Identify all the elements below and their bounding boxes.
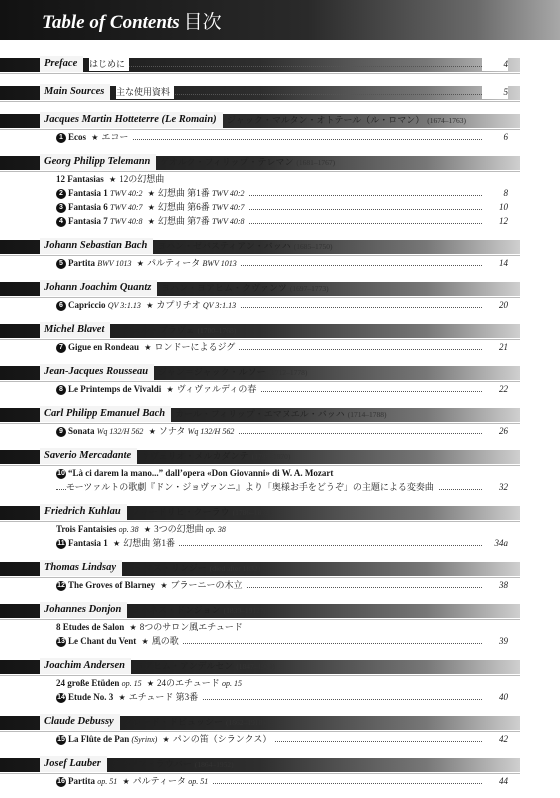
entry-title	[56, 200, 249, 215]
page-number: 38	[482, 578, 508, 592]
toc-entry[interactable]	[0, 774, 560, 788]
composer-ja	[131, 602, 266, 619]
composer-ja	[124, 714, 265, 731]
catalog-ref: Wq 132/H 562	[96, 427, 144, 436]
entry-title-text: La Flûte de Pan	[68, 734, 130, 744]
catalog-ref: TWV 40:7	[110, 203, 143, 212]
entry-title	[56, 382, 260, 397]
composer-entries	[0, 618, 560, 648]
composer-ja-name: ヨハネス・ドンジョン	[131, 605, 221, 615]
entry-title-text: Partita	[68, 776, 95, 786]
collection-heading	[0, 172, 560, 186]
composer-name-text: Johannes Donjon	[44, 604, 122, 615]
toc-entry[interactable]	[0, 130, 560, 144]
entry-title-ja: パルティータ	[132, 776, 186, 786]
composer-heading	[0, 714, 560, 730]
composer-name-text: Georg Philipp Telemann	[44, 156, 151, 167]
page-number: 20	[482, 298, 508, 312]
composer-name	[40, 406, 171, 422]
composer-ja-name: ヨーゼフ・ラウバー	[111, 759, 192, 769]
collection-title-ja: 12の幻想曲	[119, 174, 165, 184]
star-separator: ★	[160, 581, 168, 590]
entry-title-ja: エチュード 第3番	[128, 692, 199, 702]
composer-name-text: Thomas Lindsay	[44, 562, 117, 573]
composer-name-text: Jean-Jacques Rousseau	[44, 366, 149, 377]
collection-heading	[0, 620, 560, 634]
work-number-badge: 15	[57, 736, 65, 743]
composer-heading	[0, 406, 560, 422]
composer-ja	[158, 364, 307, 381]
front-matter-ja-label	[116, 85, 174, 99]
composer-heading	[0, 658, 560, 674]
catalog-ref: TWV 40:2	[110, 189, 143, 198]
entry-title-ja: パンの笛（シランクス）	[172, 734, 272, 744]
entry-title-ja: パルティータ	[146, 258, 201, 268]
composer-section	[0, 364, 560, 396]
composer-ja-name: ヨアヒム・アンデルセン	[135, 661, 234, 671]
composer-dates: (1864–1952)	[194, 760, 234, 769]
composer-ja-name: トーマス・リンジー	[126, 563, 207, 573]
page-number: 21	[482, 340, 508, 354]
collection-title	[56, 620, 247, 635]
composer-ja	[131, 504, 271, 521]
composer-section	[0, 714, 560, 746]
entry-title-ja: ロンドーによるジグ	[154, 342, 236, 352]
page-title-en: Table of Contents	[42, 12, 180, 33]
toc-entry[interactable]	[0, 634, 560, 648]
table-of-contents	[0, 56, 560, 798]
front-matter-ja: 主な使用資料	[116, 87, 171, 97]
toc-entry[interactable]	[0, 256, 560, 270]
entry-title	[56, 256, 241, 271]
entry-title	[56, 130, 132, 145]
composer-section	[0, 756, 560, 788]
entry-title-text: Le Chant du Vent	[68, 636, 137, 646]
work-number-badge: 2	[56, 189, 66, 199]
catalog-ref: TWV 40:8	[110, 217, 143, 226]
entry-title-text: Ecos	[68, 132, 86, 142]
page-title-ja: 目次	[183, 12, 222, 33]
composer-ja-name: ヨハン・ゼバスティアン・バッハ	[157, 241, 291, 251]
entry-title-text: Fantasia 1	[68, 188, 108, 198]
entry-title-text: The Groves of Blarney	[68, 580, 156, 590]
composer-ja	[141, 448, 290, 465]
composer-ja	[160, 154, 335, 171]
entry-title-ja: 幻想曲 第6番	[157, 202, 210, 212]
page-number: 6	[482, 130, 508, 144]
composer-name-text: Michel Blavet	[44, 324, 105, 335]
composer-heading	[0, 448, 560, 464]
work-number-badge: 14	[57, 694, 65, 701]
collection-title	[56, 466, 337, 480]
entry-title-text: Le Printemps de Vivaldi	[68, 384, 162, 394]
entry-title-text: Partita	[68, 258, 95, 268]
entry-title	[56, 424, 238, 439]
composer-dates: (1681–1767)	[296, 158, 336, 167]
composer-entries	[0, 674, 560, 704]
entry-title-ja: 幻想曲 第1番	[157, 188, 210, 198]
work-number-badge: 6	[56, 301, 66, 311]
entry-title	[56, 578, 247, 593]
collection-heading	[0, 676, 560, 690]
star-separator: ★	[147, 203, 155, 212]
composer-name-text: Claude Debussy	[44, 716, 114, 727]
composer-name	[40, 322, 110, 338]
composer-ja-name: カール・フィリップ・エマヌエル・バッハ	[175, 409, 345, 419]
composer-section	[0, 504, 560, 550]
composer-name	[40, 154, 156, 170]
front-matter-title-en: Preface	[44, 58, 78, 69]
composer-entries	[0, 170, 560, 228]
catalog-ref: (Syrinx)	[131, 735, 158, 744]
composer-entries	[0, 380, 560, 396]
entry-title	[56, 732, 275, 747]
composer-dates: (1786–1832)	[232, 508, 272, 517]
composer-heading	[0, 154, 560, 170]
work-number-badge: 12	[57, 582, 65, 589]
composer-section	[0, 154, 560, 228]
entry-title-ja: ブラーニーの木立	[170, 580, 243, 590]
composer-heading	[0, 602, 560, 618]
catalog-ref-ja: BWV 1013	[202, 259, 237, 268]
work-number-badge: 10	[57, 470, 65, 477]
page-number: 8	[482, 186, 508, 200]
star-separator: ★	[148, 427, 156, 436]
composer-dates: (1712–1778)	[268, 368, 308, 377]
toc-entry[interactable]	[0, 200, 560, 214]
work-number-badge: 4	[56, 217, 66, 227]
composer-ja-name: クロード・ドビュッシー	[124, 717, 224, 727]
toc-entry[interactable]	[0, 690, 560, 704]
catalog-ref-ja: Wq 132/H 562	[187, 427, 235, 436]
star-separator: ★	[141, 637, 149, 646]
composer-name-text: Saverio Mercadante	[44, 450, 132, 461]
entry-title	[56, 214, 249, 229]
catalog-ref-ja: op. 15	[222, 679, 242, 688]
page-number: 26	[482, 424, 508, 438]
entry-title	[56, 340, 239, 355]
composer-entries	[0, 422, 560, 438]
catalog-ref-ja: TWV 40:8	[211, 217, 245, 226]
page-number: 14	[482, 256, 508, 270]
composer-section	[0, 560, 560, 592]
entry-title-ja: 幻想曲 第1番	[123, 538, 175, 548]
composer-heading	[0, 280, 560, 296]
front-matter-item	[0, 84, 560, 100]
collection-title-text: “Là ci darem la mano...” dall’opera «Don Giovanni» di W. A. Mozart	[68, 468, 334, 478]
work-number-badge: 9	[56, 427, 66, 437]
star-separator: ★	[146, 301, 154, 310]
composer-heading	[0, 238, 560, 254]
star-separator: ★	[166, 385, 174, 394]
composer-section	[0, 280, 560, 312]
composer-heading	[0, 560, 560, 576]
catalog-ref: op. 15	[121, 679, 142, 688]
composer-entries	[0, 730, 560, 746]
composer-ja	[114, 322, 236, 339]
page-number: 22	[482, 382, 508, 396]
front-matter-ja-label	[89, 57, 129, 71]
composer-dates: (1697–1773)	[289, 284, 329, 293]
star-separator: ★	[146, 679, 155, 688]
composer-section	[0, 238, 560, 270]
page-number: 4	[482, 57, 508, 71]
composer-dates: (1674–1763)	[427, 116, 467, 125]
composer-name-text: Jacques Martin Hotteterre (Le Romain)	[44, 114, 217, 125]
collection-title-text: 24 große Etüden	[56, 678, 120, 688]
collection-title-ja: 24のエチュード	[157, 678, 220, 688]
composer-dates: (1795–1870)	[251, 452, 291, 461]
work-number-badge: 7	[56, 343, 66, 353]
entry-title-ja: ソナタ	[158, 426, 186, 436]
catalog-ref-ja: TWV 40:7	[211, 203, 245, 212]
composer-section	[0, 406, 560, 438]
collection-title	[56, 522, 230, 537]
collection-title	[56, 676, 246, 691]
composer-entries	[0, 128, 560, 144]
toc-entry[interactable]	[0, 424, 560, 438]
composer-ja	[126, 560, 260, 577]
entry-title-text: Etude No. 3	[68, 692, 114, 702]
composer-ja-name: フリードリヒ・クーラウ	[131, 507, 230, 517]
toc-entry[interactable]	[0, 480, 560, 494]
composer-section	[0, 602, 560, 648]
composer-entries	[0, 254, 560, 270]
composer-heading	[0, 322, 560, 338]
composer-heading	[0, 364, 560, 380]
star-separator: ★	[144, 343, 152, 352]
composer-name	[40, 602, 127, 618]
page-number: 40	[482, 690, 508, 704]
page-number: 39	[482, 634, 508, 648]
toc-entry[interactable]	[0, 298, 560, 312]
catalog-ref: op. 38	[118, 525, 139, 534]
composer-entries	[0, 464, 560, 494]
composer-name-text: Johann Joachim Quantz	[44, 282, 152, 293]
header-bar	[0, 0, 560, 40]
toc-entry[interactable]	[0, 578, 560, 592]
front-matter-title-en: Main Sources	[44, 86, 105, 97]
star-separator: ★	[136, 259, 144, 268]
entry-title	[56, 298, 240, 313]
page-number: 42	[482, 732, 508, 746]
work-number-badge: 3	[56, 203, 66, 213]
catalog-ref-ja: op. 51	[188, 777, 209, 786]
front-matter-line[interactable]	[0, 85, 560, 99]
work-number-badge: 5	[56, 259, 66, 269]
composer-ja	[135, 658, 275, 675]
composer-ja-name: ジャン＝ジャック・ルソー	[158, 367, 266, 377]
collection-title-text: Trois Fantaisies	[56, 524, 117, 534]
composer-ja	[111, 756, 234, 773]
star-separator: ★	[129, 623, 137, 632]
entry-title	[56, 690, 202, 705]
star-separator: ★	[147, 189, 155, 198]
composer-ja	[227, 112, 466, 129]
composer-entries	[0, 338, 560, 354]
entry-title-ja: エコー	[101, 132, 129, 142]
work-number-badge: 16	[57, 778, 65, 785]
composer-name	[40, 448, 137, 464]
front-matter-ja: はじめに	[89, 59, 126, 69]
collection-title-text: 8 Etudes de Salon	[56, 622, 125, 632]
entry-title	[66, 480, 438, 494]
entry-title-text: Fantasia 1	[68, 538, 108, 548]
composer-dates: (1700–1768)	[197, 326, 237, 335]
composer-ja-name: ゲオルク・フィリップ・テレマン	[160, 157, 294, 167]
catalog-ref: QV 3:1.13	[107, 301, 141, 310]
composer-ja	[161, 280, 329, 297]
composer-name-text: Joachim Andersen	[44, 660, 125, 671]
composer-name-text: Friedrich Kuhlau	[44, 506, 121, 517]
collection-title-text: 12 Fantasias	[56, 174, 104, 184]
entry-title-text: Gigue en Rondeau	[68, 342, 140, 352]
entry-title	[56, 634, 183, 649]
entry-title-ja: 幻想曲 第7番	[157, 216, 210, 226]
toc-entry[interactable]	[0, 214, 560, 228]
composer-dates: (1839–1912?)	[223, 606, 266, 615]
entry-title	[56, 536, 179, 551]
catalog-ref-ja: op. 38	[205, 525, 226, 534]
composer-ja	[157, 238, 333, 255]
composer-section	[0, 112, 560, 144]
composer-name	[40, 280, 157, 296]
page-number: 44	[482, 774, 508, 788]
composer-ja-name: ミシェル・ブラヴェ	[114, 325, 195, 335]
catalog-ref-ja: TWV 40:2	[211, 189, 245, 198]
entry-title-text: Capriccio	[68, 300, 106, 310]
composer-entries	[0, 296, 560, 312]
composer-dates: (1862–1918)	[226, 718, 265, 727]
entry-title-ja: モーツァルトの歌劇『ドン・ジョヴァンニ』より「奥様お手をどうぞ」の主題による変奏曲	[66, 482, 434, 492]
star-separator: ★	[143, 525, 152, 534]
page-number: 10	[482, 200, 508, 214]
collection-heading	[0, 466, 560, 480]
page-number: 12	[482, 214, 508, 228]
toc-entry[interactable]	[0, 732, 560, 746]
entry-title	[56, 774, 212, 789]
composer-section	[0, 322, 560, 354]
entry-title-ja: カプリチオ	[156, 300, 201, 310]
collection-title	[56, 172, 168, 187]
catalog-ref: BWV 1013	[97, 259, 132, 268]
entry-title-ja: ヴィヴァルディの春	[176, 384, 257, 394]
page-number: 5	[482, 85, 508, 99]
composer-dates: (died after 1832)	[209, 564, 261, 573]
star-separator: ★	[91, 133, 99, 142]
composer-ja-name: サヴェリオ・メルカダンテ	[141, 451, 249, 461]
composer-name	[40, 364, 154, 380]
catalog-ref-ja: QV 3:1.13	[202, 301, 237, 310]
composer-name	[40, 112, 223, 128]
catalog-ref: op. 51	[97, 777, 118, 786]
collection-title-ja: 3つの幻想曲	[154, 524, 204, 534]
entry-title	[56, 186, 249, 201]
leader-dots	[116, 94, 508, 95]
composer-name	[40, 504, 127, 520]
composer-dates: (1685–1750)	[293, 242, 333, 251]
page-title	[42, 7, 222, 34]
front-matter-line[interactable]	[0, 57, 560, 71]
page-number: 34a	[482, 536, 508, 550]
composer-name-text: Johann Sebastian Bach	[44, 240, 148, 251]
work-number-badge: 1	[56, 133, 66, 143]
star-separator: ★	[113, 539, 121, 548]
page-number: 32	[482, 480, 508, 494]
composer-entries	[0, 772, 560, 788]
star-separator: ★	[147, 217, 155, 226]
composer-name	[40, 560, 122, 576]
composer-section	[0, 658, 560, 704]
composer-ja-name: ヨハン・ヨアヒム・クヴァンツ	[161, 283, 287, 293]
composer-dates: (1847–1909)	[236, 662, 275, 671]
toc-entry[interactable]	[0, 536, 560, 550]
composer-name-text: Josef Lauber	[44, 758, 101, 769]
work-number-badge: 8	[56, 385, 66, 395]
star-separator: ★	[122, 777, 130, 786]
composer-dates: (1714–1788)	[347, 410, 387, 419]
front-matter-item	[0, 56, 560, 72]
toc-entry[interactable]	[0, 382, 560, 396]
composer-name	[40, 238, 153, 254]
entry-title-text: Sonata	[68, 426, 95, 436]
composer-name	[40, 714, 120, 730]
star-separator: ★	[118, 693, 126, 702]
composer-heading	[0, 112, 560, 128]
entry-title-text: Fantasia 7	[68, 216, 108, 226]
composer-heading	[0, 756, 560, 772]
composer-entries	[0, 520, 560, 550]
composer-name-text: Carl Philipp Emanuel Bach	[44, 408, 166, 419]
composer-heading	[0, 504, 560, 520]
composer-section	[0, 448, 560, 494]
entry-title-text: Fantasia 6	[68, 202, 108, 212]
collection-title-ja: 8つのサロン風エチュード	[139, 622, 243, 632]
work-number-badge: 13	[57, 638, 65, 645]
star-separator: ★	[109, 175, 117, 184]
leader-dots	[89, 66, 508, 67]
collection-heading	[0, 522, 560, 536]
toc-entry[interactable]	[0, 186, 560, 200]
toc-entry[interactable]	[0, 340, 560, 354]
composer-name	[40, 756, 107, 772]
work-number-badge: 11	[57, 540, 65, 547]
composer-entries	[0, 576, 560, 592]
composer-ja-name: ジャック・マルタン・オトテール（ル・ロマン）	[227, 115, 425, 125]
composer-ja	[175, 406, 387, 423]
entry-title-ja: 風の歌	[151, 636, 179, 646]
star-separator: ★	[162, 735, 170, 744]
composer-name	[40, 658, 131, 674]
